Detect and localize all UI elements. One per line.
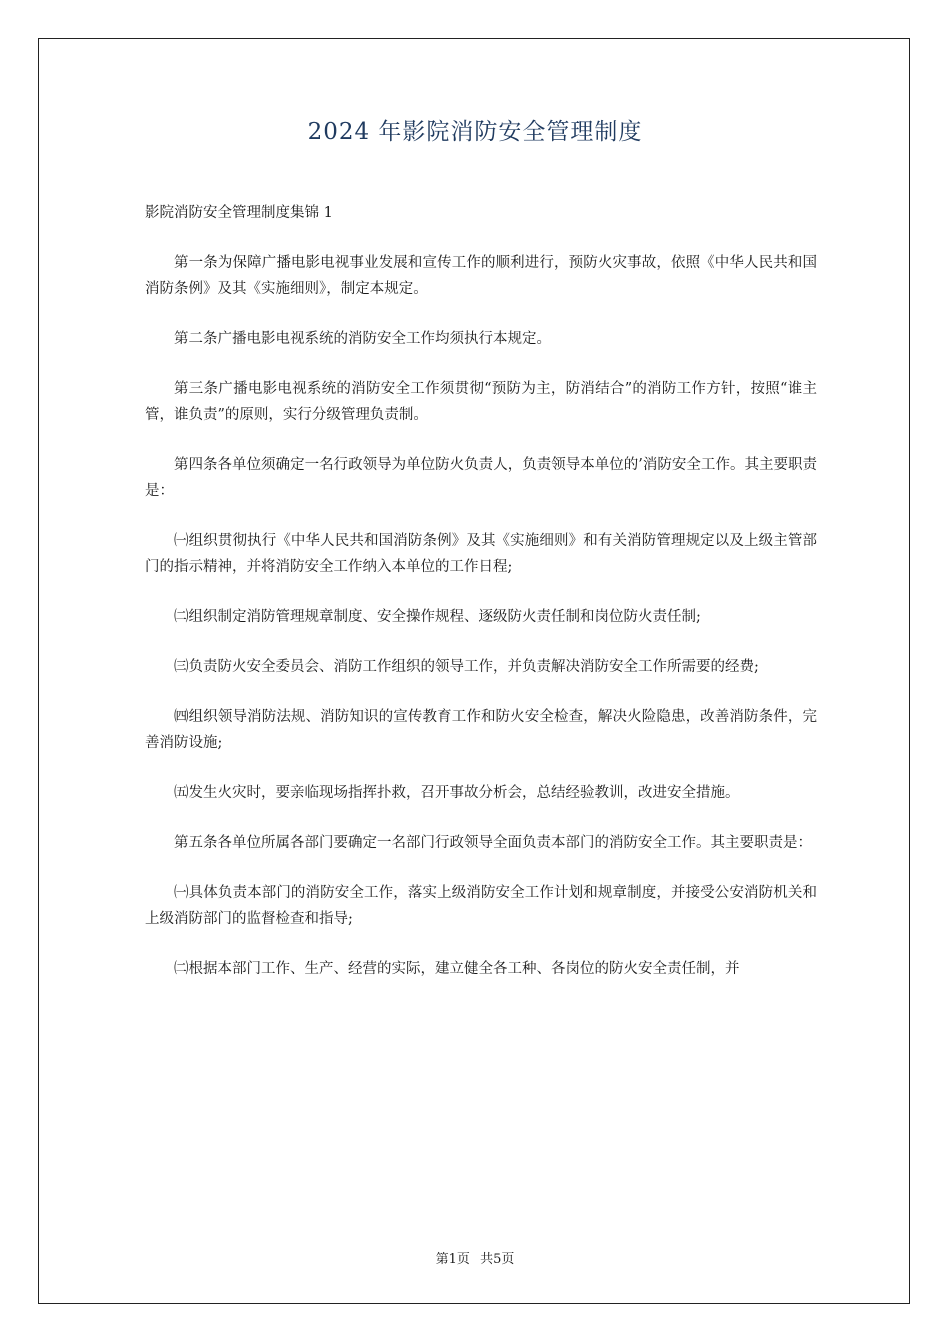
document-title: 2024 年影院消防安全管理制度 [307,119,643,145]
paragraph: ㈡组织制定消防管理规章制度、安全操作规程、逐级防火责任制和岗位防火责任制; [174,609,701,625]
paragraph: ㈠具体负责本部门的消防安全工作，落实上级消防安全工作计划和规章制度，并接受公安消防机关和上级消防部门的监督检查和指导; [145,885,817,927]
page-footer [0,1248,950,1267]
paragraph: ㈢负责防火安全委员会、消防工作组织的领导工作，并负责解决消防安全工作所需要的经费; [174,659,759,675]
paragraph: 第五条各单位所属各部门要确定一名部门行政领导全面负责本部门的消防安全工作。其主要职责是： [174,835,812,851]
page-number: 第1页 [435,1252,470,1267]
paragraph: ㈤发生火灾时，要亲临现场指挥扑救，召开事故分析会，总结经验教训，改进安全措施。 [174,785,740,801]
paragraph: 第一条为保障广播电影电视事业发展和宣传工作的顺利进行，预防火灾事故，依照《中华人民共和国消防条例》及其《实施细则》，制定本规定。 [145,255,817,297]
paragraph: 第三条广播电影电视系统的消防安全工作须贯彻“预防为主，防消结合”的消防工作方针，按照“谁主管，谁负责”的原则，实行分级管理负责制。 [145,381,817,423]
document-body [145,200,817,1006]
paragraph: ㈣组织领导消防法规、消防知识的宣传教育工作和防火安全检查，解决火险隐患，改善消防条件，完善消防设施; [145,709,817,751]
paragraph: 第二条广播电影电视系统的消防安全工作均须执行本规定。 [174,331,551,347]
paragraph: ㈡根据本部门工作、生产、经营的实际，建立健全各工种、各岗位的防火安全责任制，并 [174,961,740,977]
paragraph: ㈠组织贯彻执行《中华人民共和国消防条例》及其《实施细则》和有关消防管理规定以及上级主管部门的指示精神，并将消防安全工作纳入本单位的工作日程; [145,533,817,575]
paragraph: 第四条各单位须确定一名行政领导为单位防火负责人，负责领导本单位的’消防安全工作。其主要职责是： [145,457,817,499]
section-subheading: 影院消防安全管理制度集锦 1 [145,205,333,221]
page-total: 共5页 [480,1252,515,1267]
